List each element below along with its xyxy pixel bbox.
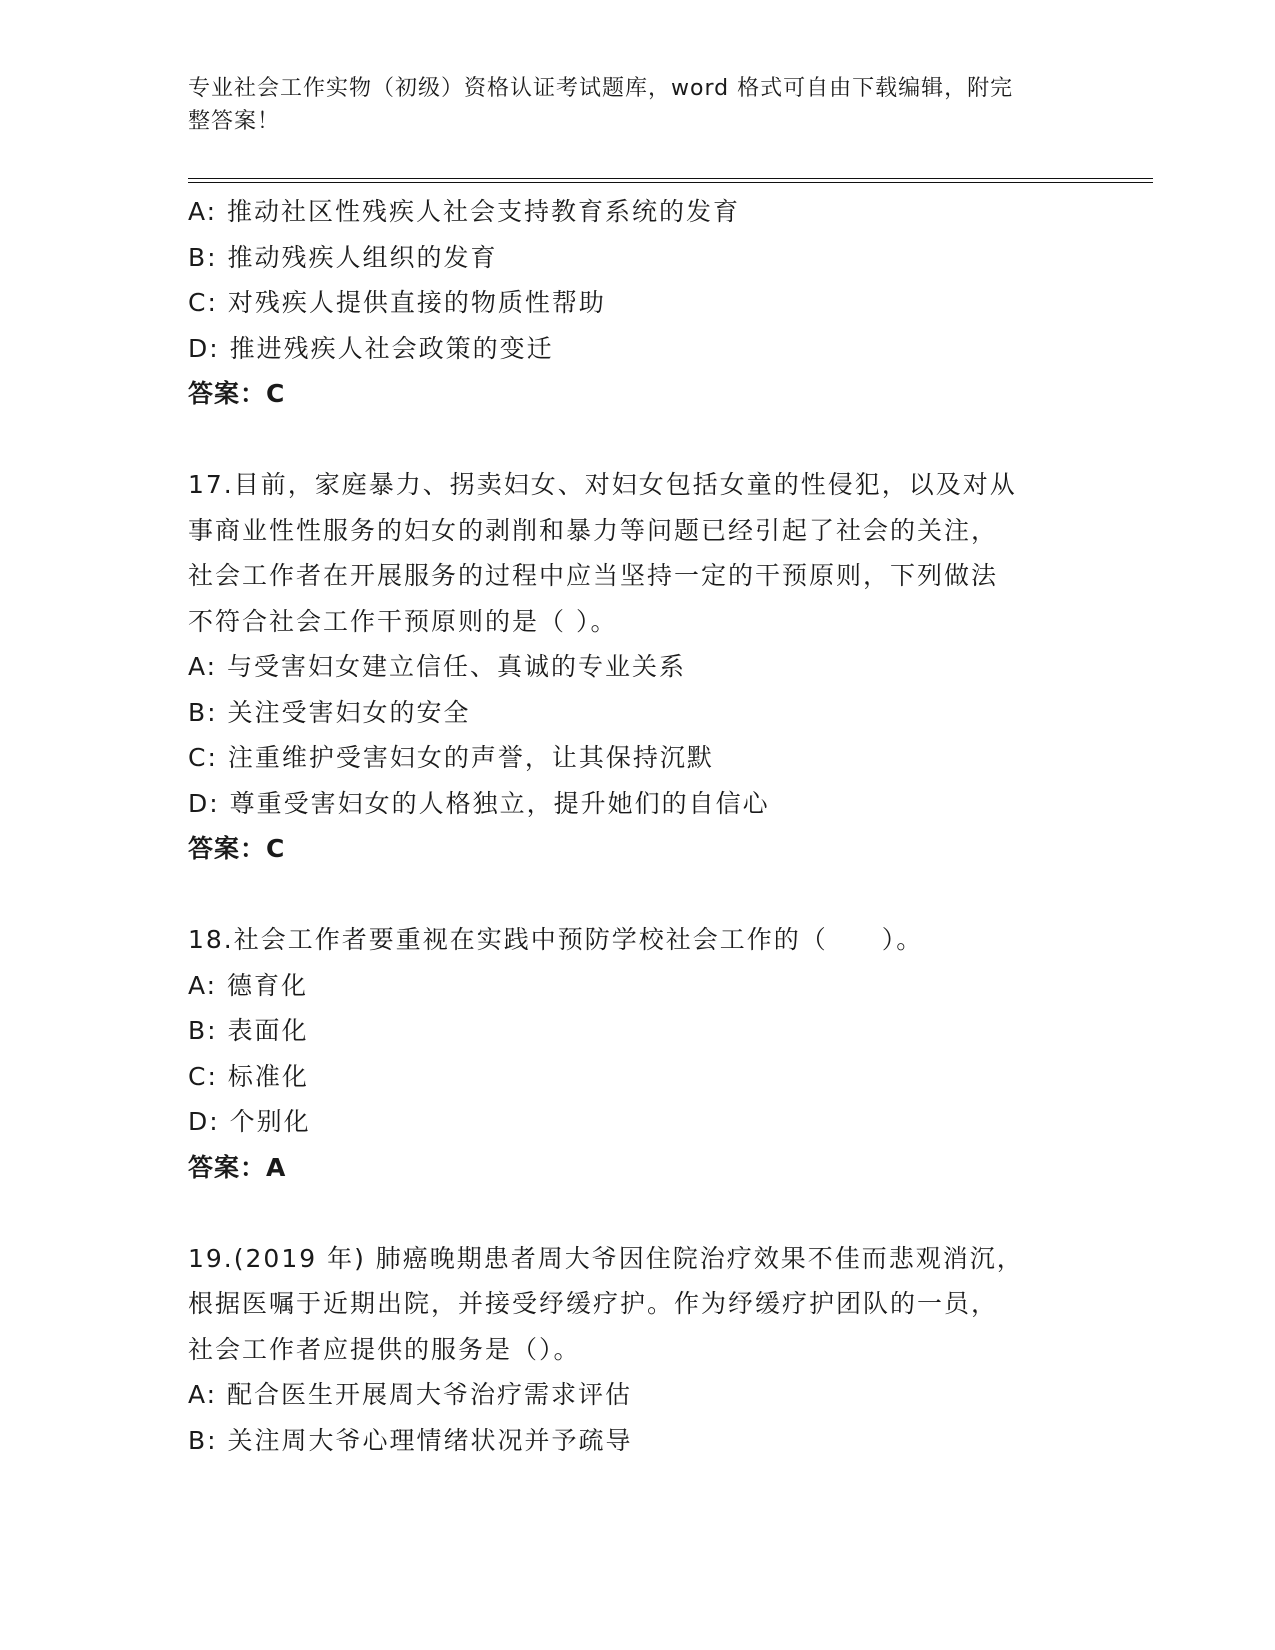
question-spacer bbox=[188, 1190, 1108, 1236]
question-stem-line: 根据医嘱于近期出院，并接受纾缓疗护。作为纾缓疗护团队的一员， bbox=[188, 1289, 999, 1318]
header-line-2: 整答案！ bbox=[188, 109, 281, 134]
question-stem-line: 19.(2019 年) 肺癌晚期患者周大爷因住院治疗效果不佳而悲观消沉， bbox=[188, 1243, 1024, 1273]
header-divider-bottom bbox=[188, 182, 1153, 183]
option-d: D: 推进残疾人社会政策的变迁 bbox=[188, 333, 554, 363]
option-b: B: 关注周大爷心理情绪状况并予疏导 bbox=[188, 1425, 633, 1455]
question-17 bbox=[188, 462, 1108, 872]
option-b: B: 表面化 bbox=[188, 1016, 309, 1045]
header-line-1: 专业社会工作实物（初级）资格认证考试题库，word 格式可自由下载编辑，附完 bbox=[188, 76, 1014, 101]
option-d: D: 个别化 bbox=[188, 1107, 311, 1136]
question-stem-line: 不符合社会工作干预原则的是（ ）。 bbox=[188, 606, 618, 636]
option-a: A: 配合医生开展周大爷治疗需求评估 bbox=[188, 1380, 633, 1409]
question-stem-line: 社会工作者在开展服务的过程中应当坚持一定的干预原则，下列做法 bbox=[188, 561, 999, 590]
question-stem-line: 事商业性性服务的妇女的剥削和暴力等问题已经引起了社会的关注， bbox=[188, 515, 999, 545]
question-spacer bbox=[188, 872, 1108, 918]
question-spacer bbox=[188, 417, 1108, 463]
question-stem-line: 17.目前，家庭暴力、拐卖妇女、对妇女包括女童的性侵犯，以及对从 bbox=[188, 470, 1017, 499]
option-a: A: 与受害妇女建立信任、真诚的专业关系 bbox=[188, 652, 687, 681]
answer-line: 答案：A bbox=[188, 1152, 287, 1182]
page-header bbox=[188, 72, 1068, 138]
answer-line: 答案：C bbox=[188, 834, 286, 863]
question-18 bbox=[188, 917, 1108, 1190]
option-a: A: 推动社区性残疾人社会支持教育系统的发育 bbox=[188, 197, 741, 226]
option-d: D: 尊重受害妇女的人格独立，提升她们的自信心 bbox=[188, 788, 770, 818]
option-b: B: 关注受害妇女的安全 bbox=[188, 697, 471, 727]
option-c: C: 注重维护受害妇女的声誉，让其保持沉默 bbox=[188, 743, 714, 772]
option-c: C: 标准化 bbox=[188, 1061, 309, 1091]
option-c: C: 对残疾人提供直接的物质性帮助 bbox=[188, 288, 606, 317]
header-divider-top bbox=[188, 178, 1153, 179]
question-stem-line: 18.社会工作者要重视在实践中预防学校社会工作的（ ）。 bbox=[188, 925, 924, 954]
question-content bbox=[188, 189, 1108, 1463]
question-stem-line: 社会工作者应提供的服务是（）。 bbox=[188, 1334, 581, 1364]
option-a: A: 德育化 bbox=[188, 970, 309, 1000]
option-b: B: 推动残疾人组织的发育 bbox=[188, 242, 498, 272]
question-16 bbox=[188, 189, 1108, 417]
answer-line: 答案：C bbox=[188, 379, 286, 408]
question-19 bbox=[188, 1236, 1108, 1464]
